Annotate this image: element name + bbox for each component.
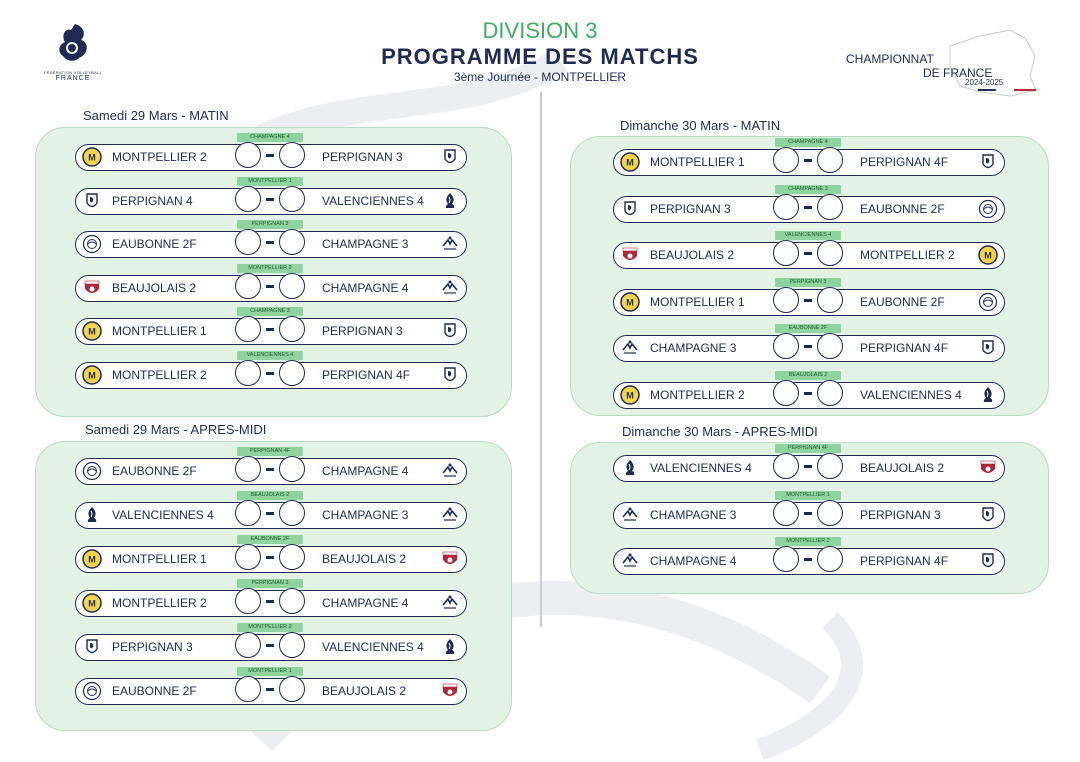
- ffvb-logo: [38, 22, 108, 96]
- match-row[interactable]: [613, 382, 1005, 409]
- score-dash: [804, 558, 812, 561]
- away-score-circle[interactable]: [817, 380, 843, 406]
- session-title: Dimanche 30 Mars - MATIN: [620, 118, 781, 133]
- champagne-crest-icon: [440, 593, 460, 613]
- match-row[interactable]: [75, 144, 467, 171]
- valenciennes-crest-icon: [978, 385, 998, 405]
- montpellier-crest-icon: [620, 152, 640, 172]
- away-team-name: PERPIGNAN 4F: [860, 155, 949, 169]
- home-team-name: CHAMPAGNE 3: [650, 341, 737, 355]
- venue-tag: VALENCIENNES 4: [775, 231, 841, 240]
- home-team-name: MONTPELLIER 2: [650, 387, 745, 402]
- montpellier-crest-icon: [82, 321, 102, 341]
- eaubonne-crest-icon: [82, 461, 102, 481]
- away-team-name: VALENCIENNES 4: [322, 193, 424, 208]
- match-row[interactable]: [75, 458, 467, 485]
- home-team-name: MONTPELLIER 2: [112, 150, 207, 164]
- home-team-name: MONTPELLIER 1: [112, 324, 207, 338]
- venue-tag: PERPIGNAN 3: [775, 278, 841, 287]
- montpellier-crest-icon: [620, 385, 640, 405]
- score-dash: [804, 299, 812, 302]
- champagne-crest-icon: [620, 551, 640, 571]
- svg-text:M: M: [88, 598, 96, 609]
- venue-tag: EAUBONNE 2F: [775, 324, 841, 333]
- away-score-circle[interactable]: [279, 632, 305, 658]
- montpellier-crest-icon: [82, 321, 102, 341]
- away-team-name: BEAUJOLAIS 2: [322, 684, 407, 698]
- column-divider: [540, 92, 542, 627]
- home-score-circle[interactable]: [773, 147, 799, 173]
- home-score-circle[interactable]: [773, 500, 799, 526]
- away-score-circle[interactable]: [817, 194, 843, 220]
- match-row[interactable]: [75, 318, 467, 345]
- score-dash: [266, 600, 274, 603]
- champagne-crest-icon: [620, 338, 640, 358]
- rooster-icon: [53, 22, 93, 68]
- score-dash: [804, 512, 812, 515]
- away-team-name: PERPIGNAN 3: [860, 507, 941, 522]
- eaubonne-crest-icon: [82, 234, 102, 254]
- home-score-circle[interactable]: [235, 500, 261, 526]
- away-team-name: CHAMPAGNE 4: [322, 596, 409, 610]
- champagne-crest-icon: [440, 278, 460, 298]
- eaubonne-crest-icon: [82, 681, 102, 701]
- away-team-name: CHAMPAGNE 4: [322, 280, 409, 295]
- match-row[interactable]: [613, 149, 1005, 176]
- match-row[interactable]: [75, 231, 467, 258]
- away-team-name: CHAMPAGNE 4: [322, 464, 409, 478]
- svg-text:M: M: [88, 370, 96, 380]
- away-team-name: VALENCIENNES 4: [322, 640, 424, 654]
- champagne-crest-icon: [440, 505, 460, 525]
- home-team-name: MONTPELLIER 1: [112, 552, 207, 566]
- perpignan-crest-icon: [978, 338, 998, 358]
- away-score-circle[interactable]: [817, 287, 843, 313]
- montpellier-crest-icon: [978, 245, 998, 265]
- venue-tag: PERPIGNAN 4F: [237, 447, 303, 456]
- champagne-crest-icon: [440, 461, 460, 481]
- venue-tag: MONTPELLIER 1: [775, 491, 841, 500]
- page-subtitle: 3ème Journée - MONTPELLIER: [453, 70, 627, 84]
- score-dash: [266, 512, 274, 515]
- valenciennes-crest-icon: [440, 637, 460, 657]
- home-score-circle[interactable]: [235, 229, 261, 255]
- beaujolais-crest-icon: [440, 681, 460, 701]
- venue-tag: PERPIGNAN 3: [237, 579, 303, 588]
- valenciennes-crest-icon: [82, 505, 102, 525]
- home-score-circle[interactable]: [773, 194, 799, 220]
- home-team-name: MONTPELLIER 2: [112, 367, 207, 382]
- home-team-name: MONTPELLIER 2: [112, 596, 207, 610]
- perpignan-crest-icon: [440, 321, 460, 341]
- montpellier-crest-icon: [82, 365, 102, 385]
- home-score-circle[interactable]: [773, 380, 799, 406]
- perpignan-crest-icon: [440, 365, 460, 385]
- eaubonne-crest-icon: [978, 292, 998, 312]
- perpignan-crest-icon: [978, 551, 998, 571]
- beaujolais-crest-icon: [82, 278, 102, 298]
- away-score-circle[interactable]: [279, 186, 305, 212]
- away-score-circle[interactable]: [279, 456, 305, 482]
- match-row[interactable]: [75, 546, 467, 573]
- champagne-crest-icon: [440, 278, 460, 298]
- montpellier-crest-icon: [82, 147, 102, 167]
- perpignan-crest-icon: [978, 152, 998, 172]
- away-score-circle[interactable]: [817, 333, 843, 359]
- valenciennes-crest-icon: [82, 505, 102, 525]
- championship-line2: DE FRANCE: [923, 66, 993, 80]
- perpignan-crest-icon: [82, 191, 102, 211]
- champagne-crest-icon: [440, 234, 460, 254]
- score-dash: [804, 392, 812, 395]
- score-dash: [804, 465, 812, 468]
- away-score-circle[interactable]: [279, 273, 305, 299]
- away-team-name: EAUBONNE 2F: [860, 201, 945, 216]
- home-score-circle[interactable]: [773, 240, 799, 266]
- match-row[interactable]: [613, 502, 1005, 529]
- champagne-crest-icon: [620, 338, 640, 358]
- svg-text:M: M: [626, 157, 634, 168]
- venue-tag: PERPIGNAN 3: [237, 220, 303, 229]
- away-team-name: EAUBONNE 2F: [860, 294, 945, 309]
- away-team-name: CHAMPAGNE 3: [322, 237, 409, 251]
- perpignan-crest-icon: [440, 147, 460, 167]
- montpellier-crest-icon: [620, 292, 640, 312]
- beaujolais-crest-icon: [440, 681, 460, 701]
- home-team-name: CHAMPAGNE 4: [650, 554, 737, 568]
- perpignan-crest-icon: [620, 199, 640, 219]
- match-row[interactable]: [613, 548, 1005, 575]
- home-team-name: EAUBONNE 2F: [112, 464, 197, 478]
- session-saturday-morning: [35, 108, 510, 416]
- session-title: Samedi 29 Mars - MATIN: [83, 108, 229, 123]
- match-row[interactable]: [75, 678, 467, 705]
- champagne-crest-icon: [440, 461, 460, 481]
- montpellier-crest-icon: [978, 245, 998, 265]
- perpignan-crest-icon: [978, 505, 998, 525]
- svg-text:M: M: [626, 390, 634, 400]
- beaujolais-crest-icon: [440, 549, 460, 569]
- valenciennes-crest-icon: [440, 191, 460, 211]
- score-dash: [804, 252, 812, 255]
- perpignan-crest-icon: [82, 637, 102, 657]
- eaubonne-crest-icon: [82, 681, 102, 701]
- score-dash: [266, 285, 274, 288]
- svg-text:M: M: [626, 297, 634, 307]
- perpignan-crest-icon: [440, 365, 460, 385]
- home-team-name: PERPIGNAN 3: [650, 201, 731, 216]
- eaubonne-crest-icon: [82, 461, 102, 481]
- montpellier-crest-icon: [82, 549, 102, 569]
- home-team-name: VALENCIENNES 4: [650, 461, 752, 475]
- valenciennes-crest-icon: [620, 458, 640, 478]
- away-team-name: MONTPELLIER 2: [860, 248, 955, 262]
- match-row[interactable]: [613, 242, 1005, 269]
- eaubonne-crest-icon: [978, 199, 998, 219]
- home-score-circle[interactable]: [235, 456, 261, 482]
- home-score-circle[interactable]: [773, 333, 799, 359]
- venue-tag: CHAMPAGNE 3: [775, 185, 841, 194]
- venue-tag: BEAUJOLAIS 2: [775, 371, 841, 380]
- home-team-name: BEAUJOLAIS 2: [112, 280, 197, 295]
- away-team-name: BEAUJOLAIS 2: [322, 552, 407, 566]
- score-dash: [266, 328, 274, 331]
- home-team-name: MONTPELLIER 1: [650, 155, 745, 169]
- session-title: Dimanche 30 Mars - APRES-MIDI: [622, 424, 818, 439]
- match-row[interactable]: [75, 590, 467, 617]
- score-dash: [804, 159, 812, 162]
- home-team-name: EAUBONNE 2F: [112, 684, 197, 698]
- page-title: PROGRAMME DES MATCHS: [381, 44, 699, 69]
- score-dash: [804, 206, 812, 209]
- venue-tag: MONTPELLIER 2: [775, 537, 841, 546]
- away-team-name: CHAMPAGNE 3: [322, 508, 409, 522]
- away-team-name: PERPIGNAN 4F: [860, 341, 949, 355]
- eaubonne-crest-icon: [978, 292, 998, 312]
- valenciennes-crest-icon: [440, 637, 460, 657]
- montpellier-crest-icon: [620, 292, 640, 312]
- perpignan-crest-icon: [978, 505, 998, 525]
- perpignan-crest-icon: [82, 191, 102, 211]
- score-dash: [266, 154, 274, 157]
- beaujolais-crest-icon: [978, 458, 998, 478]
- score-dash: [266, 688, 274, 691]
- logo-federation-text: FÉDÉRATION VOLLEYBALL: [43, 70, 103, 75]
- champagne-crest-icon: [620, 505, 640, 525]
- home-score-circle[interactable]: [235, 632, 261, 658]
- match-row[interactable]: [75, 275, 467, 302]
- home-score-circle[interactable]: [773, 546, 799, 572]
- match-row[interactable]: [613, 196, 1005, 223]
- svg-text:M: M: [88, 152, 96, 163]
- venue-tag: CHAMPAGNE 4: [237, 133, 303, 142]
- venue-tag: CHAMPAGNE 4: [775, 138, 841, 147]
- beaujolais-crest-icon: [978, 458, 998, 478]
- away-score-circle[interactable]: [279, 360, 305, 386]
- match-row[interactable]: [613, 335, 1005, 362]
- away-score-circle[interactable]: [817, 500, 843, 526]
- perpignan-crest-icon: [978, 152, 998, 172]
- montpellier-crest-icon: [82, 365, 102, 385]
- home-team-name: PERPIGNAN 3: [112, 640, 193, 654]
- away-score-circle[interactable]: [817, 453, 843, 479]
- montpellier-crest-icon: [82, 593, 102, 613]
- venue-tag: MONTPELLIER 1: [237, 667, 303, 676]
- score-dash: [266, 372, 274, 375]
- venue-tag: CHAMPAGNE 3: [237, 307, 303, 316]
- home-team-name: VALENCIENNES 4: [112, 508, 214, 522]
- away-team-name: VALENCIENNES 4: [860, 387, 962, 402]
- match-row[interactable]: [75, 362, 467, 389]
- svg-text:M: M: [984, 250, 992, 261]
- away-team-name: PERPIGNAN 4F: [860, 554, 949, 568]
- championship-line1: CHAMPIONNAT: [846, 52, 934, 66]
- away-score-circle[interactable]: [279, 229, 305, 255]
- home-score-circle[interactable]: [235, 676, 261, 702]
- match-row[interactable]: [75, 188, 467, 215]
- venue-tag: MONTPELLIER 2: [237, 623, 303, 632]
- montpellier-crest-icon: [620, 152, 640, 172]
- perpignan-crest-icon: [620, 199, 640, 219]
- beaujolais-crest-icon: [620, 245, 640, 265]
- beaujolais-crest-icon: [440, 549, 460, 569]
- perpignan-crest-icon: [82, 637, 102, 657]
- away-team-name: BEAUJOLAIS 2: [860, 461, 945, 475]
- home-score-circle[interactable]: [235, 544, 261, 570]
- away-score-circle[interactable]: [817, 546, 843, 572]
- venue-tag: MONTPELLIER 2: [237, 264, 303, 273]
- valenciennes-crest-icon: [440, 191, 460, 211]
- venue-tag: PERPIGNAN 4F: [775, 444, 841, 453]
- montpellier-crest-icon: [82, 549, 102, 569]
- perpignan-crest-icon: [978, 551, 998, 571]
- away-team-name: PERPIGNAN 3: [322, 324, 403, 338]
- beaujolais-crest-icon: [620, 245, 640, 265]
- venue-tag: VALENCIENNES 4: [237, 351, 303, 360]
- perpignan-crest-icon: [978, 338, 998, 358]
- score-dash: [266, 468, 274, 471]
- championship-season: 2024-2025: [965, 78, 1004, 87]
- match-row[interactable]: [613, 289, 1005, 316]
- score-dash: [804, 345, 812, 348]
- beaujolais-crest-icon: [82, 278, 102, 298]
- away-score-circle[interactable]: [817, 240, 843, 266]
- venue-tag: BEAUJOLAIS 2: [237, 491, 303, 500]
- match-row[interactable]: [75, 502, 467, 529]
- eaubonne-crest-icon: [82, 234, 102, 254]
- session-title: Samedi 29 Mars - APRES-MIDI: [85, 422, 267, 437]
- away-score-circle[interactable]: [279, 544, 305, 570]
- home-score-circle[interactable]: [773, 287, 799, 313]
- away-score-circle[interactable]: [279, 676, 305, 702]
- champagne-crest-icon: [620, 505, 640, 525]
- away-team-name: PERPIGNAN 4F: [322, 367, 411, 382]
- montpellier-crest-icon: [82, 147, 102, 167]
- champagne-crest-icon: [440, 234, 460, 254]
- home-team-name: CHAMPAGNE 3: [650, 507, 737, 522]
- division-title: DIVISION 3: [482, 18, 598, 43]
- home-score-circle[interactable]: [235, 273, 261, 299]
- home-score-circle[interactable]: [235, 316, 261, 342]
- home-score-circle[interactable]: [235, 186, 261, 212]
- champagne-crest-icon: [440, 505, 460, 525]
- svg-text:M: M: [88, 326, 96, 337]
- score-dash: [266, 556, 274, 559]
- valenciennes-crest-icon: [620, 458, 640, 478]
- montpellier-crest-icon: [82, 593, 102, 613]
- page-header: [340, 18, 740, 84]
- away-score-circle[interactable]: [279, 500, 305, 526]
- away-score-circle[interactable]: [279, 142, 305, 168]
- montpellier-crest-icon: [620, 385, 640, 405]
- home-score-circle[interactable]: [773, 453, 799, 479]
- score-dash: [266, 241, 274, 244]
- session-sunday-morning: [570, 116, 1047, 414]
- valenciennes-crest-icon: [978, 385, 998, 405]
- logo-france-text: FRANCE: [55, 75, 91, 82]
- venue-tag: MONTPELLIER 1: [237, 177, 303, 186]
- championship-logo: [820, 26, 1050, 101]
- perpignan-crest-icon: [440, 321, 460, 341]
- away-score-circle[interactable]: [279, 316, 305, 342]
- svg-text:M: M: [88, 554, 96, 565]
- champagne-crest-icon: [440, 593, 460, 613]
- champagne-crest-icon: [620, 551, 640, 571]
- match-row[interactable]: [613, 455, 1005, 482]
- home-team-name: MONTPELLIER 1: [650, 294, 745, 309]
- home-score-circle[interactable]: [235, 588, 261, 614]
- home-team-name: BEAUJOLAIS 2: [650, 248, 735, 262]
- eaubonne-crest-icon: [978, 199, 998, 219]
- session-sunday-afternoon: [570, 422, 1047, 592]
- session-saturday-afternoon: [35, 422, 510, 730]
- score-dash: [266, 644, 274, 647]
- match-row[interactable]: [75, 634, 467, 661]
- away-score-circle[interactable]: [279, 588, 305, 614]
- venue-tag: EAUBONNE 2F: [237, 535, 303, 544]
- home-team-name: EAUBONNE 2F: [112, 237, 197, 251]
- score-dash: [266, 198, 274, 201]
- home-score-circle[interactable]: [235, 360, 261, 386]
- perpignan-crest-icon: [440, 147, 460, 167]
- home-score-circle[interactable]: [235, 142, 261, 168]
- home-team-name: PERPIGNAN 4: [112, 193, 193, 208]
- away-score-circle[interactable]: [817, 147, 843, 173]
- away-team-name: PERPIGNAN 3: [322, 150, 403, 164]
